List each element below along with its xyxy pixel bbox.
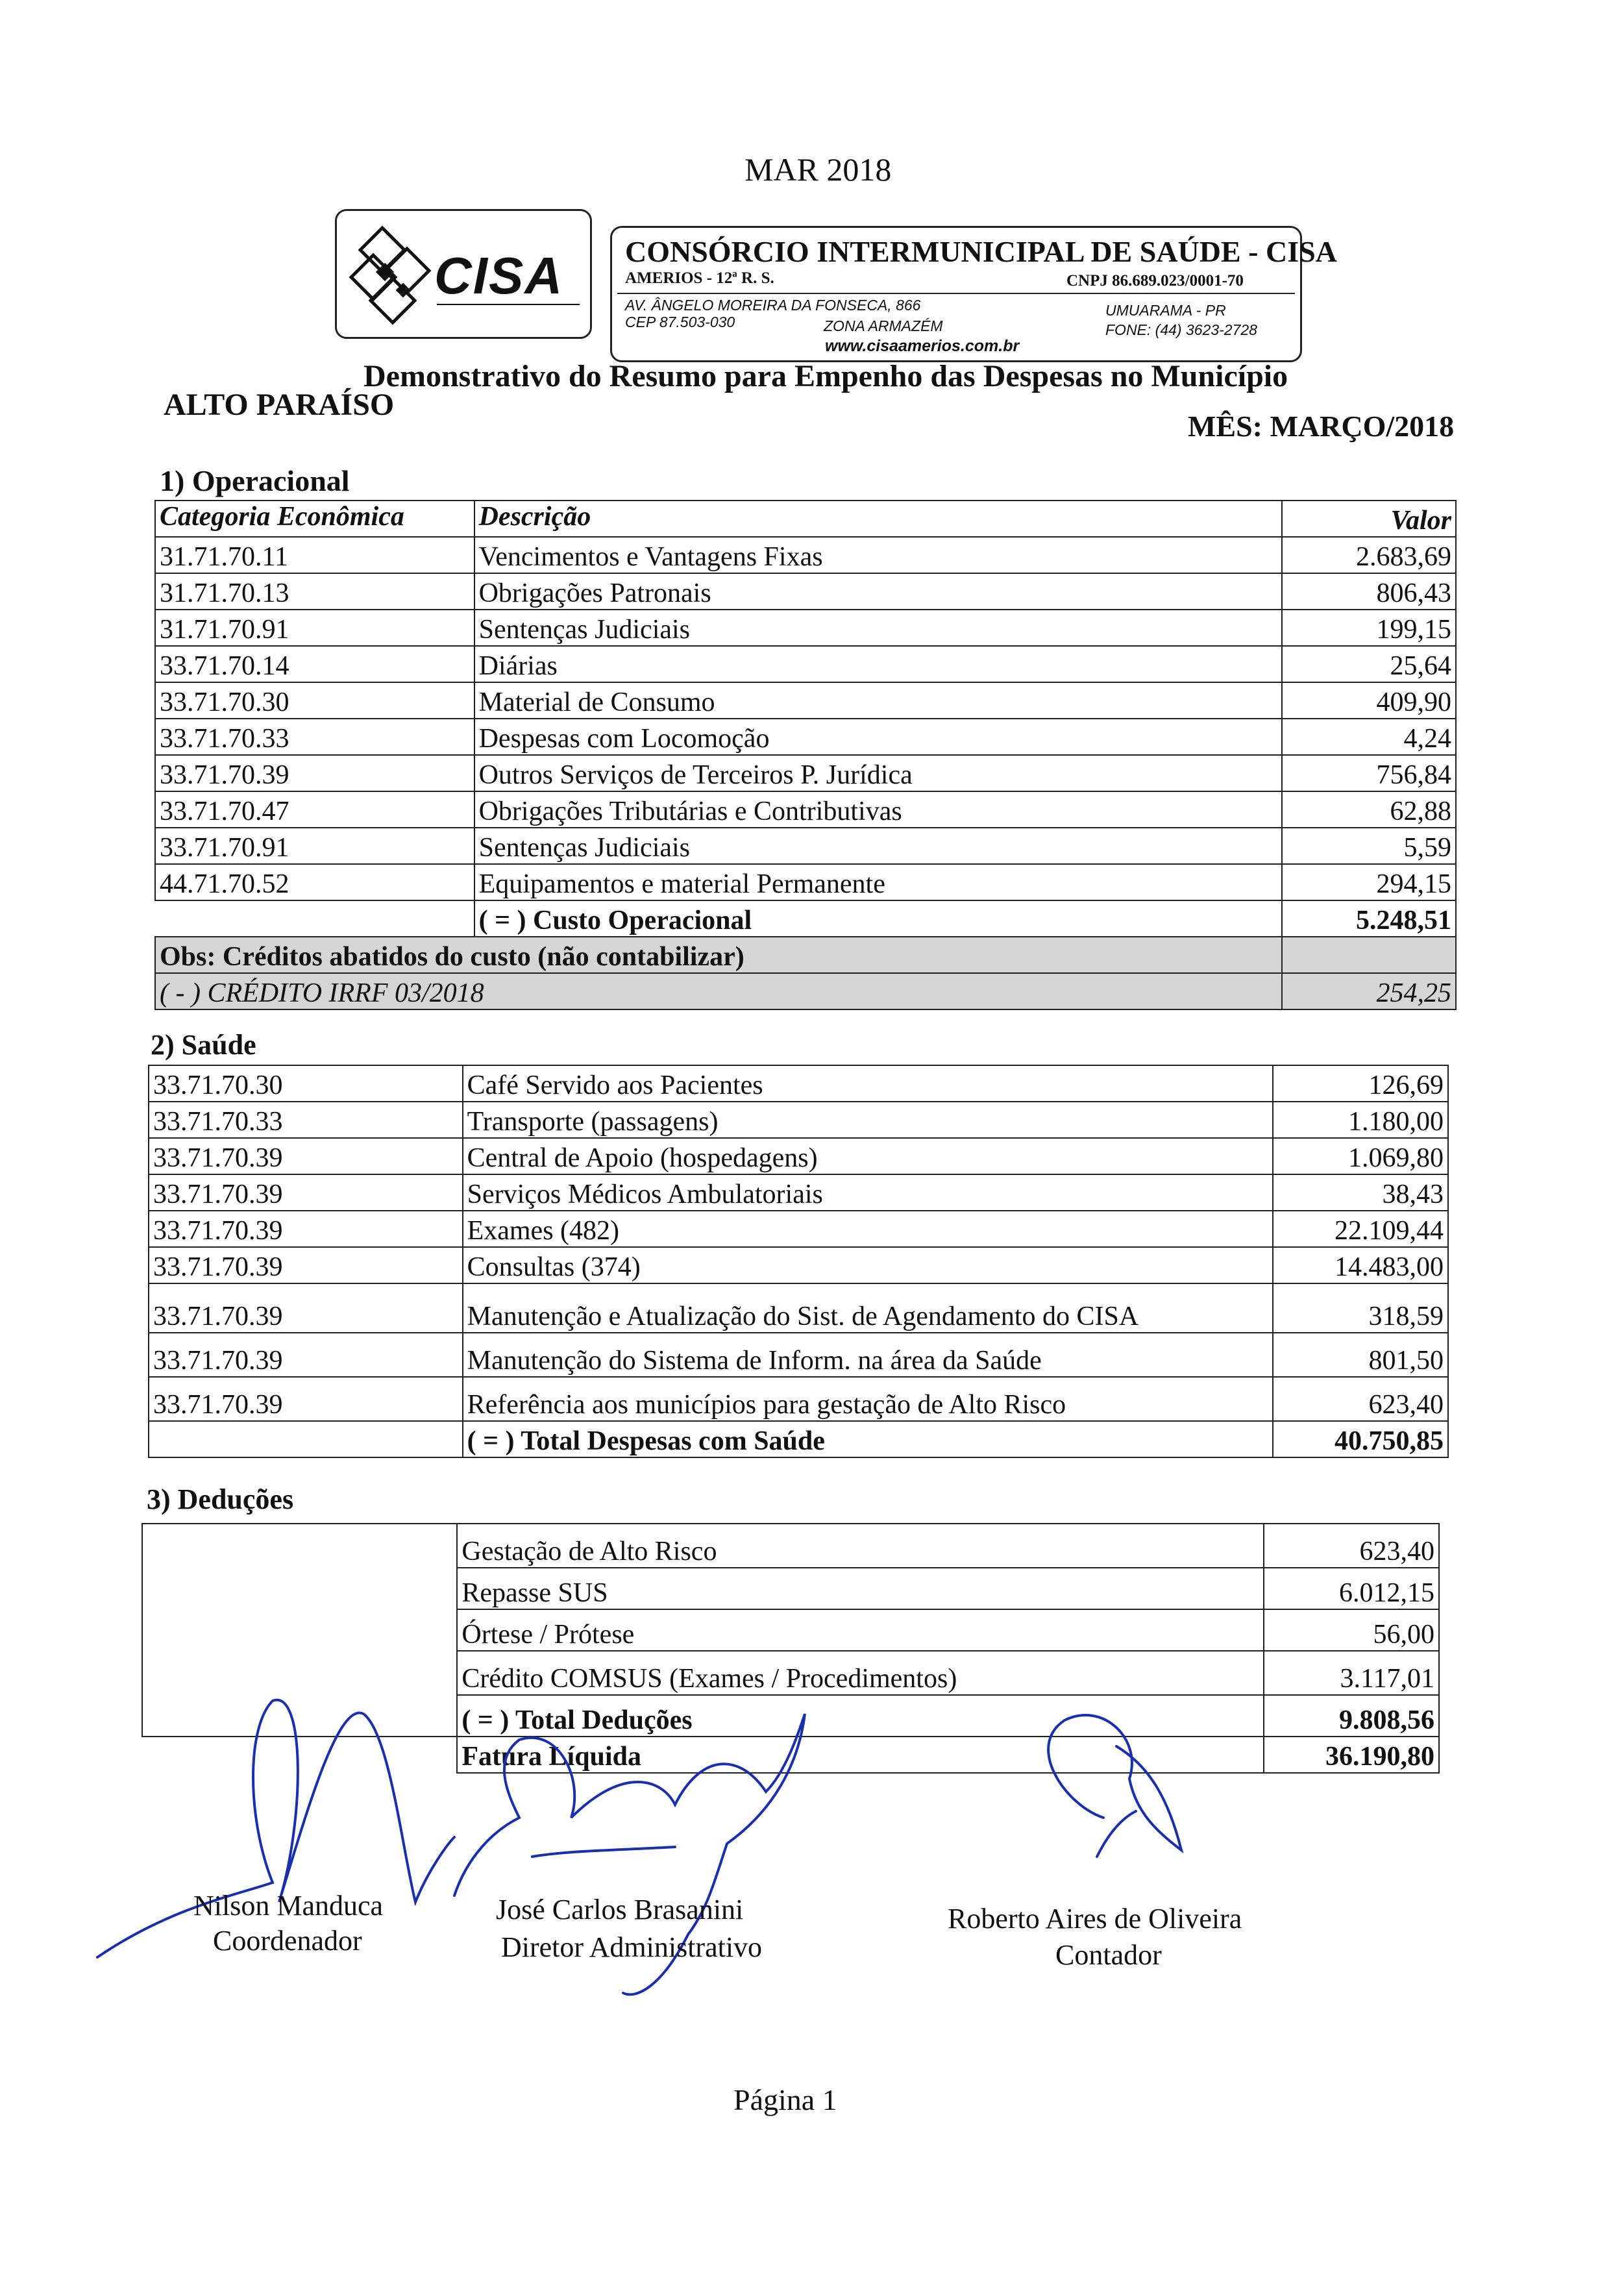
table-row: [149, 1211, 1448, 1247]
org-address: AV. ÂNGELO MOREIRA DA FONSECA, 866: [625, 297, 921, 314]
section-deducoes-title: 3) Deduções: [147, 1483, 294, 1515]
row-description: Repasse SUS: [457, 1568, 1264, 1609]
org-cnpj: CNPJ 86.689.023/0001-70: [1066, 272, 1244, 290]
row-description: Manutenção e Atualização do Sist. de Agendamento do CISA: [463, 1283, 1273, 1333]
operational-table: [154, 500, 1457, 1010]
row-code: 33.71.70.14: [155, 646, 474, 682]
row-value: 3.117,01: [1264, 1651, 1439, 1695]
signature-name-1: Nilson Manduca: [193, 1890, 384, 1922]
operational-total-label: ( = ) Custo Operacional: [474, 900, 1283, 937]
row-description: Vencimentos e Vantagens Fixas: [474, 537, 1283, 573]
operational-total-value: 5.248,51: [1282, 900, 1456, 937]
col-description-header: Descrição: [474, 501, 1283, 537]
org-city: UMUARAMA - PR: [1105, 302, 1226, 319]
org-website: www.cisaamerios.com.br: [825, 337, 1020, 355]
row-value: 6.012,15: [1264, 1568, 1439, 1609]
logo-box: [335, 209, 592, 339]
row-value: 5,59: [1282, 828, 1456, 864]
row-code: 33.71.70.91: [155, 828, 474, 864]
row-value: 4,24: [1282, 719, 1456, 755]
row-description: Consultas (374): [463, 1247, 1273, 1283]
row-code: 33.71.70.39: [149, 1247, 463, 1283]
obs-label: Obs: Créditos abatidos do custo (não contabilizar): [155, 937, 1282, 973]
credit-value: 254,25: [1282, 973, 1456, 1009]
row-description: Serviços Médicos Ambulatoriais: [463, 1174, 1273, 1211]
row-value: 22.109,44: [1273, 1211, 1448, 1247]
org-region: AMERIOS - 12ª R. S.: [625, 269, 774, 287]
row-description: Central de Apoio (hospedagens): [463, 1138, 1273, 1174]
org-zone: ZONA ARMAZÉM: [824, 317, 943, 334]
table-row: [155, 646, 1456, 682]
row-code: 31.71.70.13: [155, 573, 474, 610]
table-row: [155, 610, 1456, 646]
credit-label: ( - ) CRÉDITO IRRF 03/2018: [155, 973, 1282, 1009]
row-value: 623,40: [1264, 1524, 1439, 1568]
signature-role-3: Contador: [1055, 1939, 1162, 1971]
row-value: 318,59: [1273, 1283, 1448, 1333]
row-code: 33.71.70.39: [149, 1283, 463, 1333]
col-category-header: Categoria Econômica: [155, 501, 474, 537]
obs-row: [155, 937, 1456, 973]
table-row: [155, 719, 1456, 755]
table-row: [149, 1283, 1448, 1333]
credit-row: [155, 973, 1456, 1009]
deductions-total-label: ( = ) Total Deduções: [457, 1695, 1264, 1737]
signature-name-3: Roberto Aires de Oliveira: [948, 1903, 1242, 1935]
table-row: [155, 755, 1456, 791]
municipality-name: ALTO PARAÍSO: [164, 388, 395, 422]
table-row: [155, 537, 1456, 573]
health-total-label: ( = ) Total Despesas com Saúde: [463, 1421, 1273, 1457]
operational-header-row: [155, 501, 1456, 537]
org-cep: CEP 87.503-030: [625, 314, 735, 330]
row-value: 25,64: [1282, 646, 1456, 682]
row-description: Transporte (passagens): [463, 1102, 1273, 1138]
health-total-value: 40.750,85: [1273, 1421, 1448, 1457]
row-value: 756,84: [1282, 755, 1456, 791]
report-month: MÊS: MARÇO/2018: [1188, 410, 1455, 443]
table-row: [155, 864, 1456, 900]
row-value: 294,15: [1282, 864, 1456, 900]
page-number: Página 1: [733, 2083, 837, 2116]
deductions-total-value: 9.808,56: [1264, 1695, 1439, 1737]
row-description: Sentenças Judiciais: [474, 828, 1283, 864]
table-row: [149, 1333, 1448, 1377]
signature-role-1: Coordenador: [213, 1925, 362, 1957]
row-code: 31.71.70.91: [155, 610, 474, 646]
row-description: Obrigações Tributárias e Contributivas: [474, 791, 1283, 828]
col-value-header: Valor: [1282, 501, 1456, 537]
row-value: 801,50: [1273, 1333, 1448, 1377]
logo-text: CISA: [434, 247, 564, 304]
row-code: 33.71.70.33: [149, 1102, 463, 1138]
table-row: [142, 1524, 1439, 1568]
row-code: 33.71.70.33: [155, 719, 474, 755]
row-description: Órtese / Prótese: [457, 1609, 1264, 1651]
empty-cell: [149, 1421, 463, 1457]
row-value: 62,88: [1282, 791, 1456, 828]
net-invoice-label: Fatura Líquida: [457, 1737, 1264, 1773]
table-row: [149, 1174, 1448, 1211]
section-saude-title: 2) Saúde: [151, 1029, 256, 1061]
table-row: [155, 828, 1456, 864]
table-row: [155, 791, 1456, 828]
row-code: 33.71.70.39: [149, 1377, 463, 1421]
row-description: Diárias: [474, 646, 1283, 682]
row-description: Outros Serviços de Terceiros P. Jurídica: [474, 755, 1283, 791]
table-row: [149, 1065, 1448, 1102]
operational-total-row: [155, 900, 1456, 937]
row-description: Equipamentos e material Permanente: [474, 864, 1283, 900]
row-value: 14.483,00: [1273, 1247, 1448, 1283]
row-code: 33.71.70.39: [149, 1138, 463, 1174]
row-code: 33.71.70.47: [155, 791, 474, 828]
row-description: Gestação de Alto Risco: [457, 1524, 1264, 1568]
health-table: [148, 1065, 1449, 1458]
row-description: Manutenção do Sistema de Inform. na área da Saúde: [463, 1333, 1273, 1377]
table-row: [149, 1247, 1448, 1283]
table-row: [149, 1377, 1448, 1421]
row-code: 33.71.70.39: [149, 1333, 463, 1377]
signature-name-2: José Carlos Brasanini: [496, 1894, 744, 1925]
row-description: Sentenças Judiciais: [474, 610, 1283, 646]
org-name: CONSÓRCIO INTERMUNICIPAL DE SAÚDE - CISA: [625, 235, 1337, 268]
row-value: 38,43: [1273, 1174, 1448, 1211]
top-date: MAR 2018: [744, 151, 892, 188]
empty-cell: [155, 900, 474, 937]
row-code: 31.71.70.11: [155, 537, 474, 573]
row-code: 33.71.70.39: [155, 755, 474, 791]
row-value: 409,90: [1282, 682, 1456, 719]
organization-info-box: [610, 226, 1337, 362]
net-invoice-value: 36.190,80: [1264, 1737, 1439, 1773]
row-value: 56,00: [1264, 1609, 1439, 1651]
signature-role-2: Diretor Administrativo: [501, 1931, 763, 1963]
row-value: 806,43: [1282, 573, 1456, 610]
row-value: 1.069,80: [1273, 1138, 1448, 1174]
row-value: 199,15: [1282, 610, 1456, 646]
table-row: [155, 573, 1456, 610]
health-total-row: [149, 1421, 1448, 1457]
section-operacional-title: 1) Operacional: [160, 464, 350, 497]
table-row: [149, 1102, 1448, 1138]
row-code: 33.71.70.39: [149, 1211, 463, 1247]
org-phone: FONE: (44) 3623-2728: [1105, 321, 1257, 338]
table-row: [149, 1138, 1448, 1174]
row-code: 44.71.70.52: [155, 864, 474, 900]
row-value: 2.683,69: [1282, 537, 1456, 573]
obs-empty-cell: [1282, 937, 1456, 973]
row-description: Obrigações Patronais: [474, 573, 1283, 610]
row-description: Crédito COMSUS (Exames / Procedimentos): [457, 1651, 1264, 1695]
row-code: 33.71.70.30: [155, 682, 474, 719]
row-description: Despesas com Locomoção: [474, 719, 1283, 755]
row-value: 1.180,00: [1273, 1102, 1448, 1138]
row-code: 33.71.70.39: [149, 1174, 463, 1211]
table-row: [155, 682, 1456, 719]
row-description: Referência aos municípios para gestação de Alto Risco: [463, 1377, 1273, 1421]
header-divider: [617, 293, 1295, 294]
row-value: 126,69: [1273, 1065, 1448, 1102]
row-description: Exames (482): [463, 1211, 1273, 1247]
row-value: 623,40: [1273, 1377, 1448, 1421]
row-description: Café Servido aos Pacientes: [463, 1065, 1273, 1102]
row-description: Material de Consumo: [474, 682, 1283, 719]
row-code: 33.71.70.30: [149, 1065, 463, 1102]
document-title: Demonstrativo do Resumo para Empenho das Despesas no Município: [363, 359, 1288, 393]
